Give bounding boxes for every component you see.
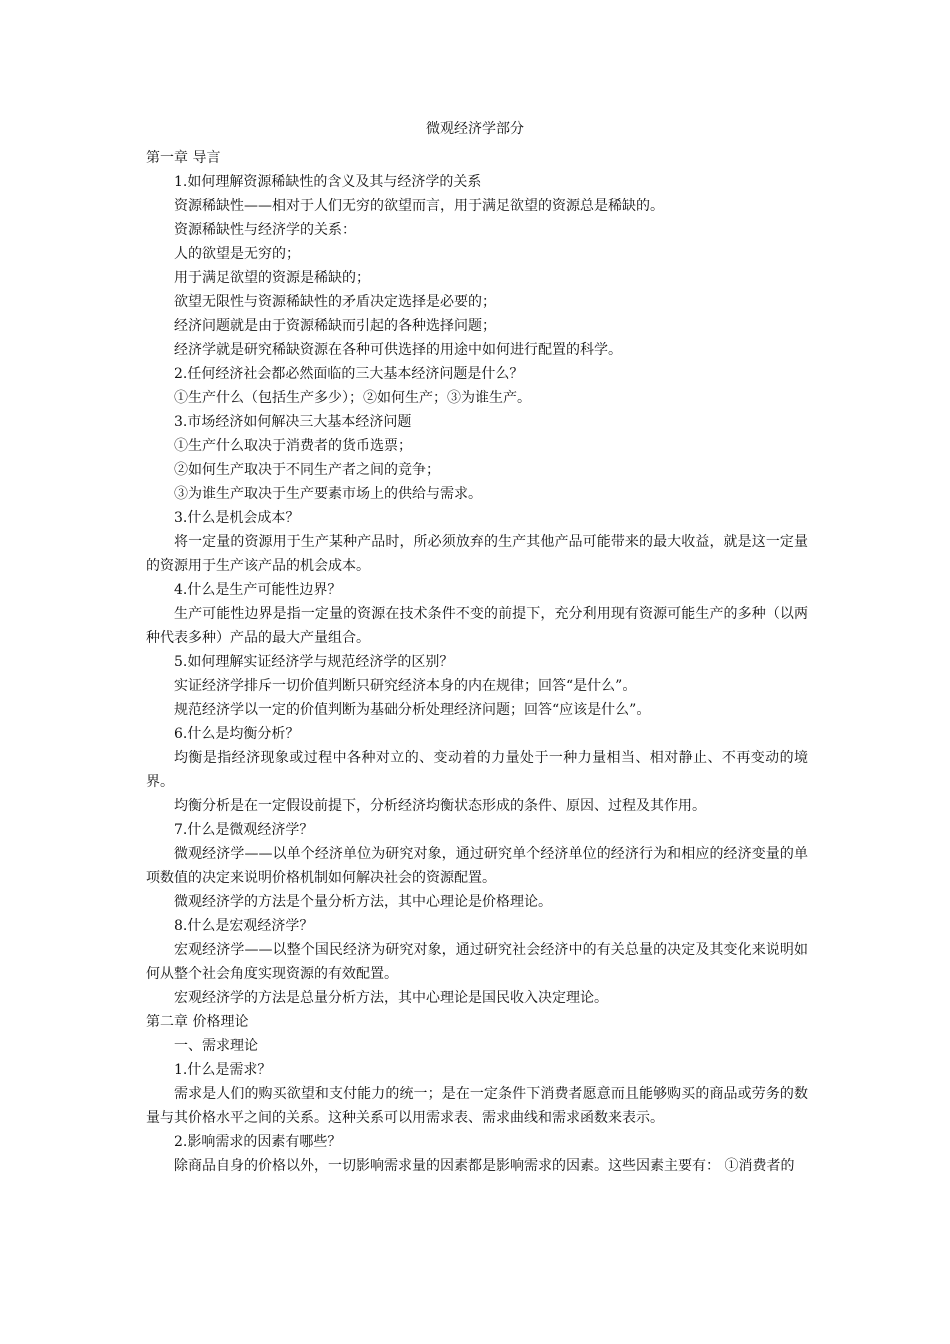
paragraph: ①生产什么（包括生产多少）；②如何生产；③为谁生产。 <box>174 390 531 406</box>
question-heading: 3.市场经济如何解决三大基本经济问题 <box>174 414 412 430</box>
paragraph: ①生产什么取决于消费者的货币选票； <box>174 438 412 454</box>
page-title: 微观经济学部分 <box>426 121 524 137</box>
paragraph: 宏观经济学的方法是总量分析方法，其中心理论是国民收入决定理论。 <box>174 990 608 1006</box>
paragraph: 经济问题就是由于资源稀缺而引起的各种选择问题； <box>174 318 496 334</box>
paragraph: 除商品自身的价格以外，一切影响需求量的因素都是影响需求的因素。这些因素主要有： ①消费者的 <box>174 1158 795 1174</box>
paragraph: 将一定量的资源用于生产某种产品时，所必须放弃的生产其他产品可能带来的最大收益，就是这一定量的资源用于生产该产品的机会成本。 <box>146 534 808 574</box>
paragraph: ③为谁生产取决于生产要素市场上的供给与需求。 <box>174 486 482 502</box>
paragraph: 经济学就是研究稀缺资源在各种可供选择的用途中如何进行配置的科学。 <box>174 342 622 358</box>
paragraph: 均衡分析是在一定假设前提下，分析经济均衡状态形成的条件、原因、过程及其作用。 <box>174 798 706 814</box>
paragraph: 均衡是指经济现象或过程中各种对立的、变动着的力量处于一种力量相当、相对静止、不再变动的境界。 <box>146 750 808 790</box>
question-heading: 2.任何经济社会都必然面临的三大基本经济问题是什么？ <box>174 366 524 382</box>
question-heading: 2.影响需求的因素有哪些？ <box>174 1134 342 1150</box>
paragraph: 实证经济学排斥一切价值判断只研究经济本身的内在规律；回答“是什么”。 <box>174 678 637 694</box>
paragraph: 人的欲望是无穷的； <box>174 246 300 262</box>
paragraph: 微观经济学的方法是个量分析方法，其中心理论是价格理论。 <box>174 894 552 910</box>
question-heading: 5.如何理解实证经济学与规范经济学的区别？ <box>174 654 454 670</box>
paragraph: 用于满足欲望的资源是稀缺的； <box>174 270 370 286</box>
question-heading: 1.如何理解资源稀缺性的含义及其与经济学的关系 <box>174 174 482 190</box>
paragraph: 需求是人们的购买欲望和支付能力的统一；是在一定条件下消费者愿意而且能够购买的商品或劳务的数量与其价格水平之间的关系。这种关系可以用需求表、需求曲线和需求函数来表示。 <box>146 1086 808 1126</box>
question-heading: 4.什么是生产可能性边界？ <box>174 582 342 598</box>
paragraph: 生产可能性边界是指一定量的资源在技术条件不变的前提下，充分利用现有资源可能生产的多种（以两种代表多种）产品的最大产量组合。 <box>146 606 808 646</box>
paragraph: 规范经济学以一定的价值判断为基础分析处理经济问题；回答“应该是什么”。 <box>174 702 651 718</box>
question-heading: 7.什么是微观经济学？ <box>174 822 314 838</box>
document-body <box>146 146 808 1178</box>
chapter-heading: 第二章 价格理论 <box>146 1014 249 1030</box>
question-heading: 3.什么是机会成本？ <box>174 510 300 526</box>
question-heading: 6.什么是均衡分析？ <box>174 726 300 742</box>
paragraph: 微观经济学——以单个经济单位为研究对象，通过研究单个经济单位的经济行为和相应的经济变量的单项数值的决定来说明价格机制如何解决社会的资源配置。 <box>146 846 808 886</box>
section-heading: 一、需求理论 <box>174 1038 258 1054</box>
paragraph: 宏观经济学——以整个国民经济为研究对象，通过研究社会经济中的有关总量的决定及其变化来说明如何从整个社会角度实现资源的有效配置。 <box>146 942 808 982</box>
paragraph: ②如何生产取决于不同生产者之间的竞争； <box>174 462 440 478</box>
paragraph: 资源稀缺性——相对于人们无穷的欲望而言，用于满足欲望的资源总是稀缺的。 <box>174 198 664 214</box>
paragraph: 资源稀缺性与经济学的关系： <box>174 222 356 238</box>
question-heading: 8.什么是宏观经济学？ <box>174 918 314 934</box>
paragraph: 欲望无限性与资源稀缺性的矛盾决定选择是必要的； <box>174 294 496 310</box>
question-heading: 1.什么是需求？ <box>174 1062 272 1078</box>
chapter-heading: 第一章 导言 <box>146 150 221 166</box>
